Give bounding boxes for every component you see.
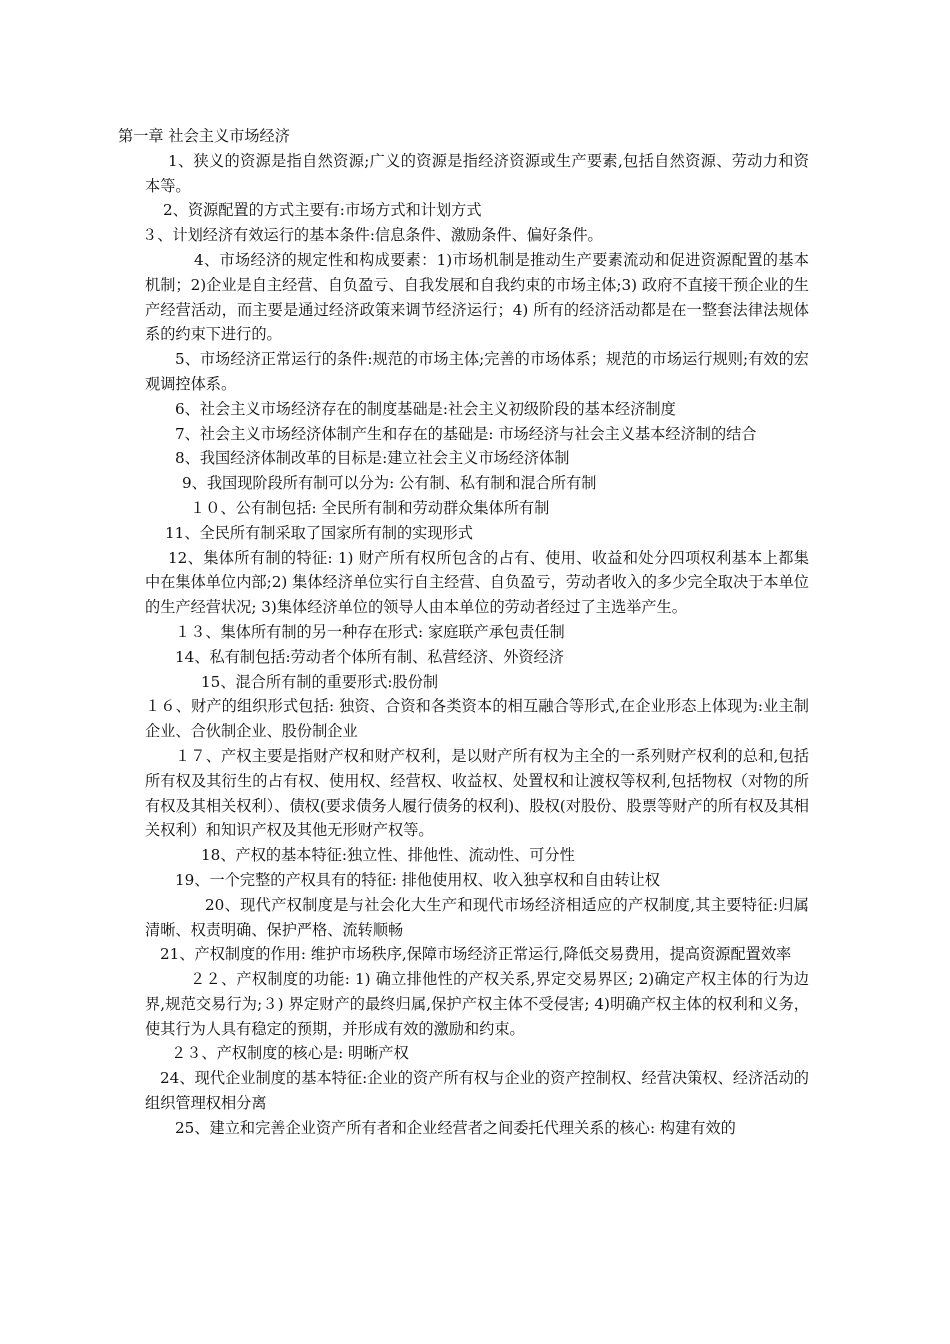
paragraph-2: 2、资源配置的方式主要有:市场方式和计划方式 — [163, 201, 482, 220]
paragraph-10: １０、公有制包括: 全民所有制和劳动群众集体所有制 — [190, 498, 550, 517]
paragraph-7: 7、社会主义市场经济体制产生和存在的基础是: 市场经济与社会主义基本经济制的结合 — [175, 424, 757, 443]
paragraph-17: １７、产权主要是指财产权和财产权利，是以财产所有权为主全的一系列财产权利的总和,包括所有权及其衍生的占有权、使用权、经营权、收益权、处置权和让渡权等权利,包括物权（对物的所有权及其相关权利）、债权(要求债务人履行债务的权利)、股权(对股份、股票等财产的所有权及其相关权利）和知识产权及其他无形财产权等。 — [145, 746, 809, 840]
paragraph-4: 4、市场经济的规定性和构成要素：1)市场机制是推动生产要素流动和促进资源配置的基本机制；2)企业是自主经营、自负盈亏、自我发展和自我约束的市场主体;3) 政府不直接干预企业的生产经营活动，而主要是通过经济政策来调节经济运行；4) 所有的经济活动都是在一整套法律法规体系的约束下进行的。 — [145, 250, 809, 344]
paragraph-20: 20、现代产权制度是与社会化大生产和现代市场经济相适应的产权制度,其主要特征:归属清晰、权责明确、保护严格、流转顺畅 — [145, 895, 809, 939]
paragraph-14: 14、私有制包括:劳动者个体所有制、私营经济、外资经济 — [175, 647, 564, 666]
paragraph-16: １６、财产的组织形式包括: 独资、合资和各类资本的相互融合等形式,在企业形态上体现为:业主制企业、合伙制企业、股份制企业 — [145, 697, 809, 741]
paragraph-15: 15、混合所有制的重要形式:股份制 — [201, 672, 439, 691]
paragraph-13: １３、集体所有制的另一种存在形式: 家庭联产承包责任制 — [175, 622, 565, 641]
paragraph-25: 25、建立和完善企业资产所有者和企业经营者之间委托代理关系的核心: 构建有效的 — [175, 1118, 736, 1137]
chapter-title: 第一章 社会主义市场经济 — [118, 127, 290, 145]
paragraph-22: ２２、产权制度的功能: 1) 确立排他性的产权关系,界定交易界区; 2)确定产权主体的行为边界,规范交易行为;３) 界定财产的最终归属,保护产权主体不受侵害; 4)明确产权主体的权利和义务，使其行为人具有稳定的预期，并形成有效的激励和约束。 — [145, 970, 809, 1038]
paragraph-5: 5、市场经济正常运行的条件:规范的市场主体;完善的市场体系；规范的市场运行规则;有效的宏观调控体系。 — [145, 350, 809, 393]
paragraph-24: 24、现代企业制度的基本特征:企业的资产所有权与企业的资产控制权、经营决策权、经济活动的组织管理权相分离 — [145, 1069, 809, 1113]
paragraph-8: 8、我国经济体制改革的目标是:建立社会主义市场经济体制 — [175, 449, 570, 468]
paragraph-23: ２３、产权制度的核心是: 明晰产权 — [171, 1044, 409, 1063]
paragraph-6: 6、社会主义市场经济存在的制度基础是:社会主义初级阶段的基本经济制度 — [175, 399, 676, 418]
paragraph-19: 19、一个完整的产权具有的特征: 排他使用权、收入独享权和自由转让权 — [175, 870, 660, 889]
document-page — [118, 124, 809, 1141]
paragraph-1: 1、狭义的资源是指自然资源;广义的资源是指经济资源或生产要素,包括自然资源、劳动力和资本等。 — [145, 151, 809, 195]
paragraph-11: 11、全民所有制采取了国家所有制的实现形式 — [165, 523, 473, 542]
paragraph-12: 12、集体所有制的特征: 1) 财产所有权所包含的占有、使用、收益和处分四项权利基本上都集中在集体单位内部;2) 集体经济单位实行自主经营、自负盈亏，劳动者收入的多少完全取决于本单位的生产经营状况; 3)集体经济单位的领导人由本单位的劳动者经过了主选举产生。 — [145, 548, 809, 617]
paragraph-18: 18、产权的基本特征:独立性、排他性、流动性、可分性 — [201, 846, 575, 865]
paragraph-9: 9、我国现阶段所有制可以分为: 公有制、私有制和混合所有制 — [182, 474, 597, 493]
paragraph-3: ３、计划经济有效运行的基本条件:信息条件、激励条件、偏好条件。 — [142, 226, 603, 245]
paragraph-21: 21、产权制度的作用: 维护市场秩序,保障市场经济正常运行,降低交易费用，提高资源配置效率 — [160, 945, 792, 964]
